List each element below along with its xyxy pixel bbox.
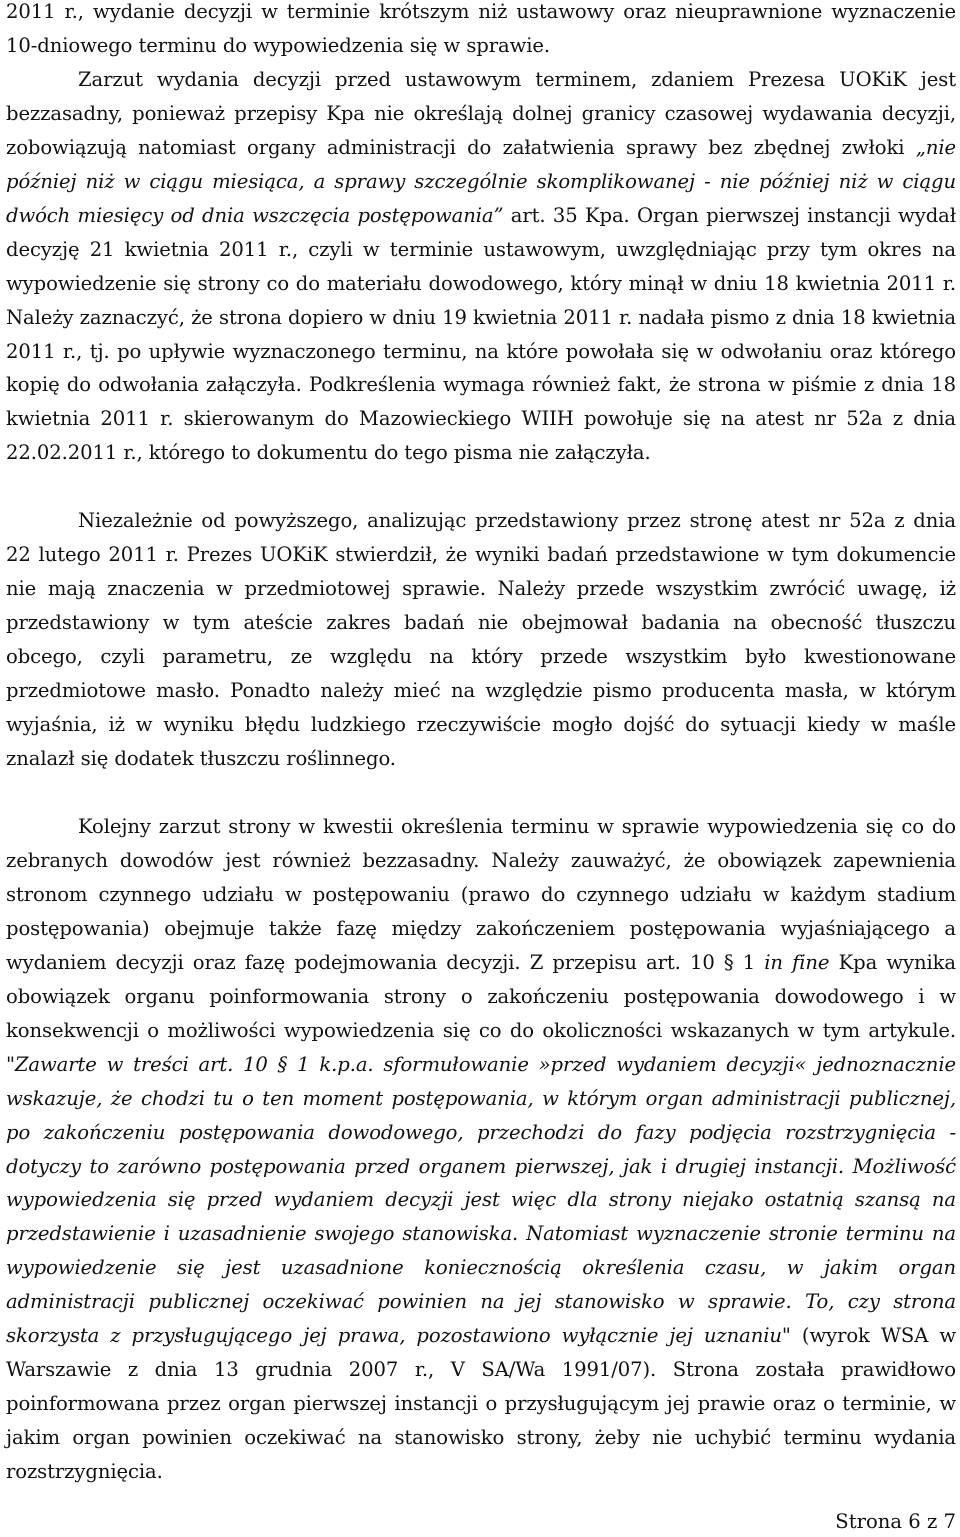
page-number: Strona 6 z 7 xyxy=(835,1510,956,1533)
latin-phrase: in fine xyxy=(764,950,830,974)
paragraph-text: Kolejny zarzut strony w kwestii określenia terminu w sprawie wypowiedzenia się co do zebranych dowodów jest również bezzasadny. Należy zauważyć, że obowiązek zapewnienia stronom czynnego udziału w postępowaniu (prawo do czynnego udziału w każdym stadium postępowania) obejmuje także fazę między zakończeniem postępowania wyjaśniającego a wydaniem decyzji oraz fazę podejmowania decyzji. Z przepisu art. 10 § 1 xyxy=(6,814,956,974)
quoted-statute-text: „nie później niż w ciągu miesiąca, a sprawy szczególnie skomplikowanej - nie później niż w ciągu dwóch miesięcy od dnia wszczęcia postępowania” xyxy=(6,135,956,227)
document-body xyxy=(6,0,956,1489)
paragraph-text: Niezależnie od powyższego, analizując przedstawiony przez stronę atest nr 52a z dnia 22 lutego 2011 r. Prezes UOKiK stwierdził, że wyniki badań przedstawione w tym dokumencie nie mają znaczenia w przedmiotowej sprawie. Należy przede wszystkim zwrócić uwagę, iż przedstawiony w tym ateście zakres badań nie obejmował badania na obecność tłuszczu obcego, czyli parametru, ze względu na który przede wszystkim było kwestionowane przedmiotowe masło. Ponadto należy mieć na względzie pismo producenta masła, w którym wyjaśnia, iż w wyniku błędu ludzkiego rzeczywiście mogło dojść do sytuacji kiedy w maśle znalazł się dodatek tłuszczu roślinnego. xyxy=(6,509,956,771)
paragraph-zarzut-wydania xyxy=(6,63,956,470)
paragraph-text: Kpa wynika obowiązek organu poinformowania strony o zakończeniu postępowania dowodowego i w konsekwencji o możliwości wypowiedzenia się co do okoliczności wskazanych w tym artykule. xyxy=(6,950,957,1042)
paragraph-kolejny-zarzut xyxy=(6,810,956,1489)
paragraph-text: art. 35 Kpa. Organ pierwszej instancji wydał decyzję 21 kwietnia 2011 r., czyli w terminie ustawowym, uwzględniając przy tym okres na wypowiedzenie się strony co do materiału dowodowego, który minął w dniu 18 kwietnia 2011 r. Należy zaznaczyć, że strona dopiero w dniu 19 kwietnia 2011 r. nadała pismo z dnia 18 kwietnia 2011 r., tj. po upływie wyznaczonego terminu, na które powołała się w odwołaniu oraz którego kopię do odwołania załączyła. Podkreślenia wymaga również fakt, że strona w piśmie z dnia 18 kwietnia 2011 r. skierowanym do Mazowieckiego WIIH powołuje się na atest nr 52a z dnia 22.02.2011 r., którego to dokumentu do tego pisma nie załączyła. xyxy=(6,203,956,465)
paragraph-text: (wyrok WSA w Warszawie z dnia 13 grudnia 2007 r., V SA/Wa 1991/07). Strona została prawidłowo poinformowana przez organ pierwszej instancji o przysługującym jej prawie oraz o terminie, w jakim organ powinien oczekiwać na stanowisko strony, żeby nie uchybić terminu wydania rozstrzygnięcia. xyxy=(6,1324,957,1484)
paragraph-text: 2011 r., wydanie decyzji w terminie krótszym niż ustawowy oraz nieuprawnione wyznaczenie 10-dniowego terminu do wypowiedzenia się w sprawie. xyxy=(6,0,956,57)
paragraph-continuation xyxy=(6,0,956,63)
paragraph-text: Zarzut wydania decyzji przed ustawowym terminem, zdaniem Prezesa UOKiK jest bezzasadny, ponieważ przepisy Kpa nie określają dolnej granicy czasowej wydawania decyzji, zobowiązują natomiast organy administracji do załatwienia sprawy bez zbędnej zwłoki xyxy=(6,67,956,159)
paragraph-niezaleznie xyxy=(6,504,956,776)
court-ruling-quote: "Zawarte w treści art. 10 § 1 k.p.a. sformułowanie »przed wydaniem decyzji« jednoznacznie wskazuje, że chodzi tu o ten moment postępowania, w którym organ administracji publicznej, po zakończeniu postępowania dowodowego, przechodzi do fazy podjęcia rozstrzygnięcia - dotyczy to zarówno postępowania przed organem pierwszej, jak i drugiej instancji. Możliwość wypowiedzenia się przed wydaniem decyzji jest więc dla strony niejako ostatnią szansą na przedstawienie i uzasadnienie swojego stanowiska. Natomiast wyznaczenie stronie terminu na wypowiedzenie się jest uzasadnione koniecznością określenia czasu, w jakim organ administracji publicznej oczekiwać powinien na jej stanowisko w sprawie. To, czy strona skorzysta z przysługującego jej prawa, pozostawiono wyłącznie jej uznaniu" xyxy=(6,1052,956,1348)
